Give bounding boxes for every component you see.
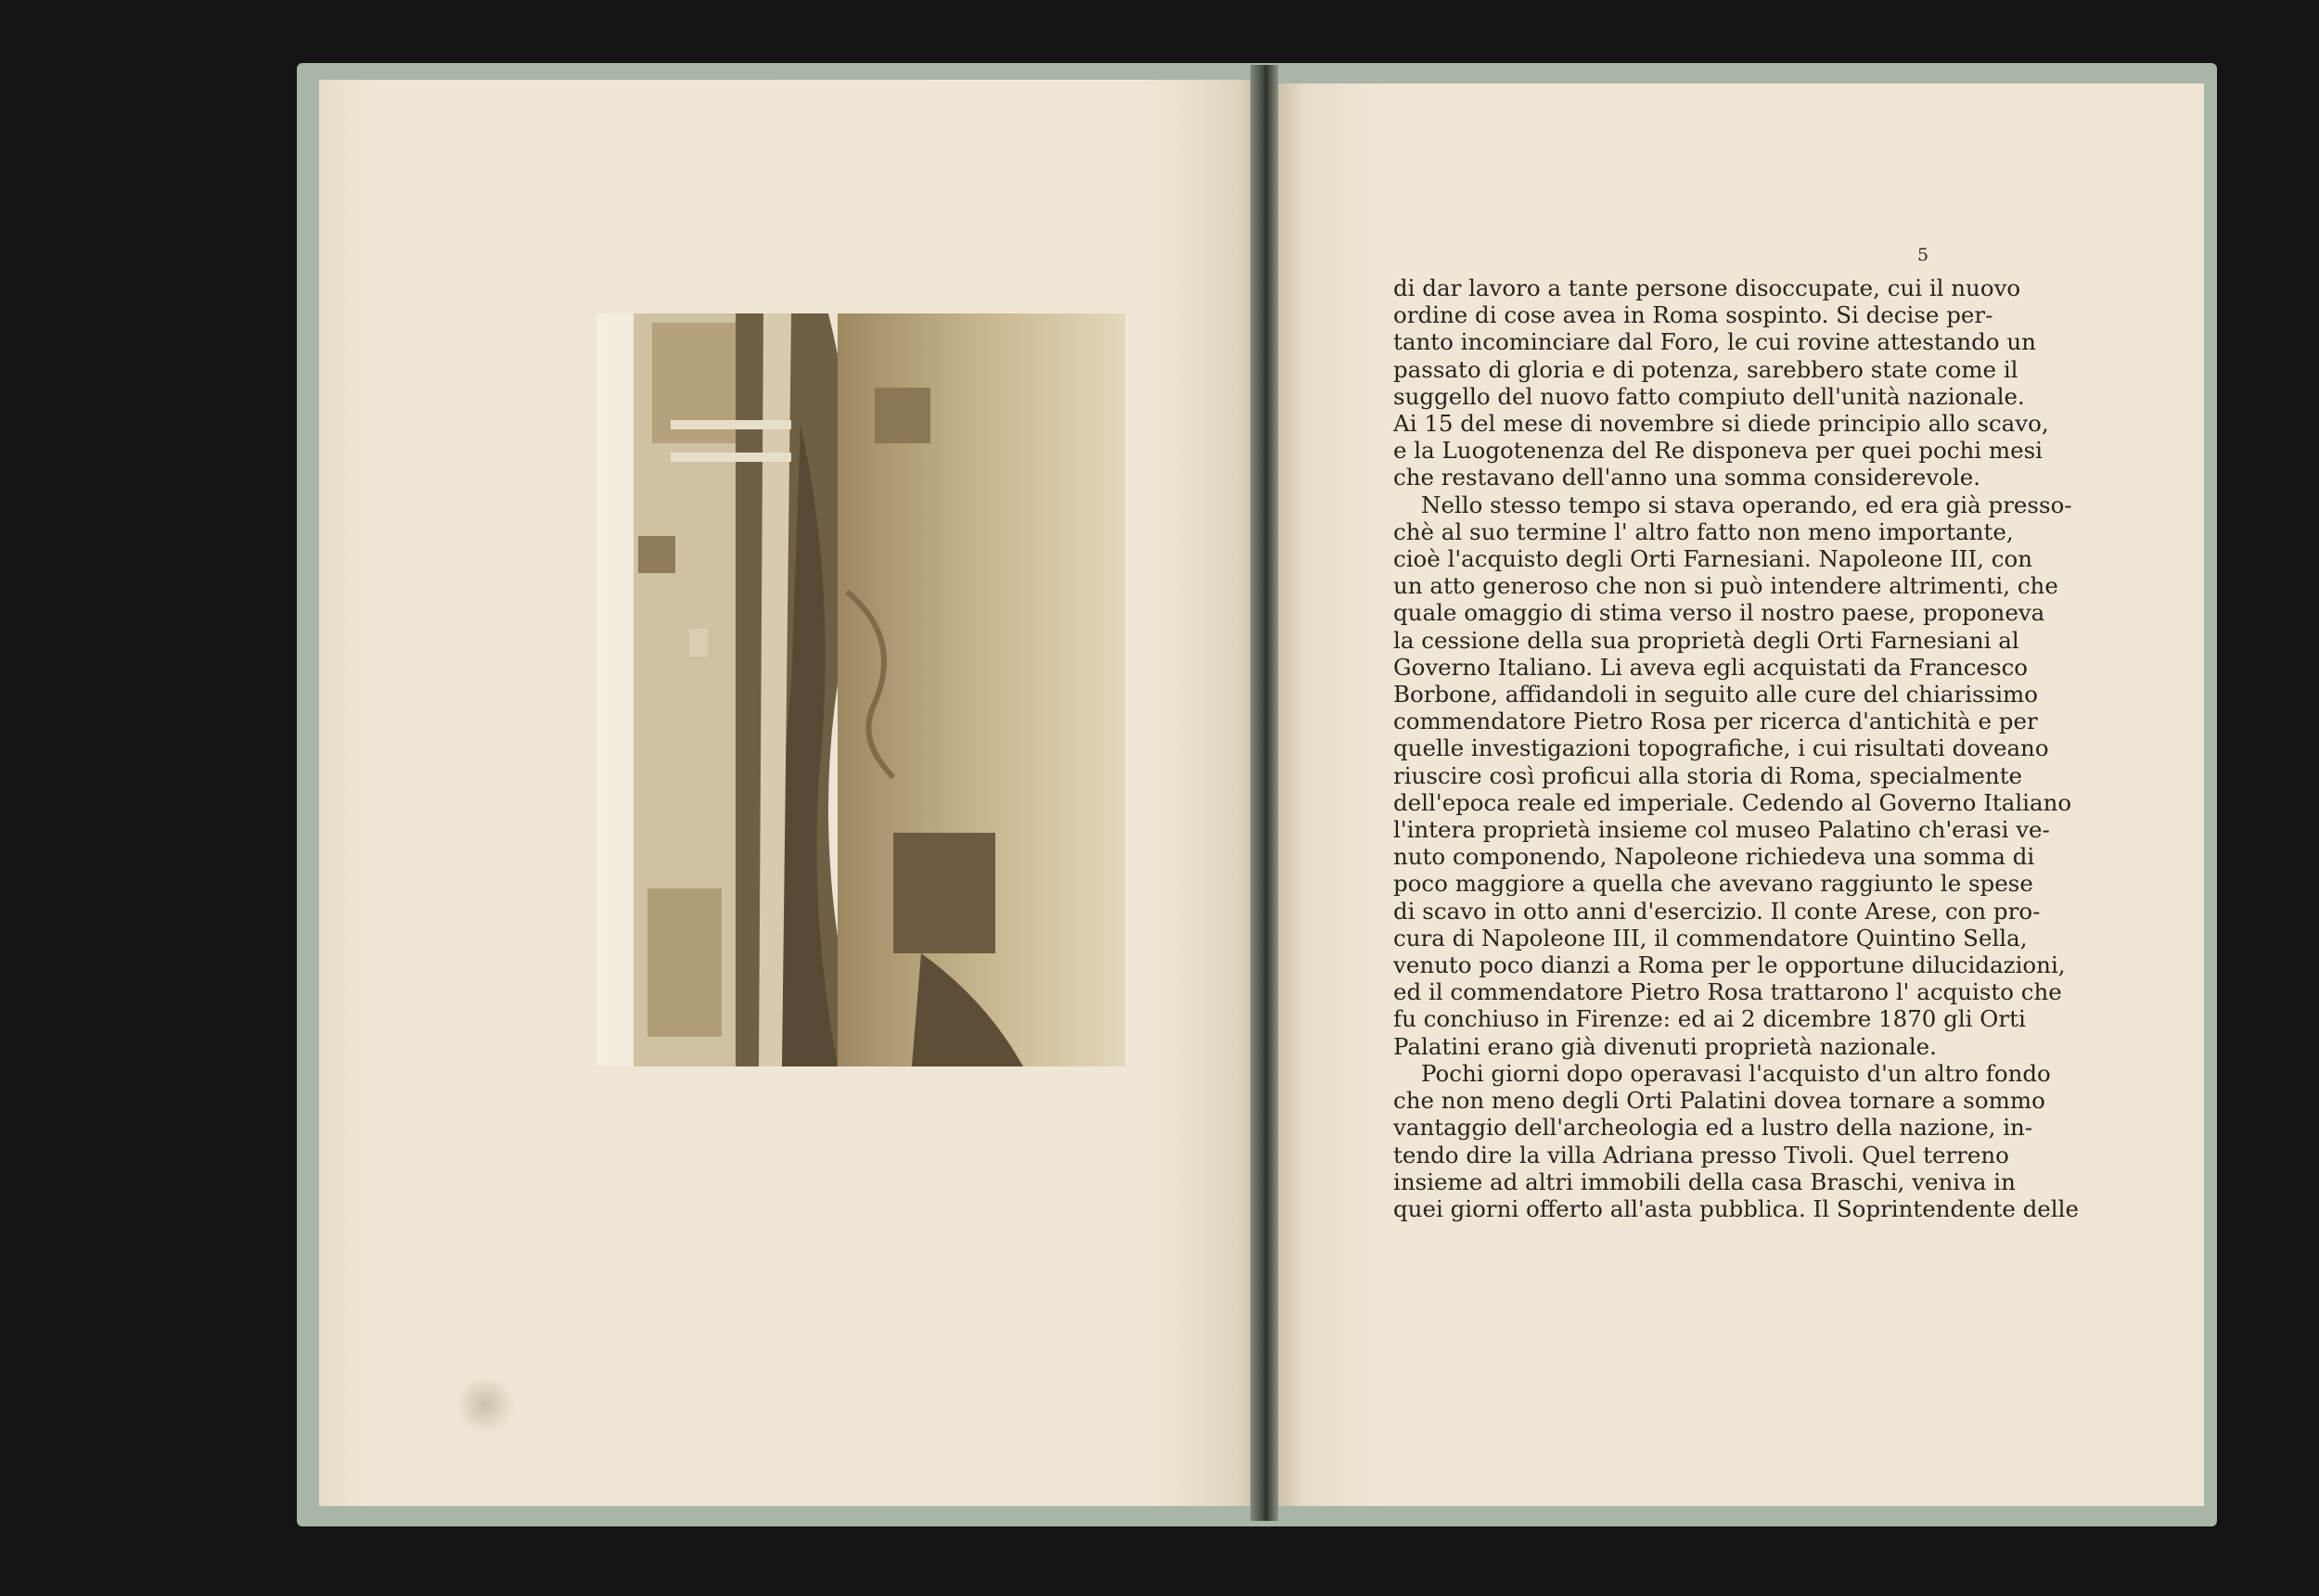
text-line: suggello del nuovo fatto compiuto dell'unità nazionale. bbox=[1393, 382, 2025, 410]
page-number: 5 bbox=[1917, 245, 1929, 265]
text-line: Ai 15 del mese di novembre si diede principio allo scavo, bbox=[1393, 410, 2049, 438]
text-line: ed il commendatore Pietro Rosa trattarono l' acquisto che bbox=[1393, 978, 2062, 1006]
text-line: riuscire così proficui alla storia di Roma, specialmente bbox=[1393, 761, 2023, 789]
photo-illustration bbox=[596, 313, 1125, 1066]
text-line: quelle investigazioni topografiche, i cui risultati doveano bbox=[1393, 734, 2049, 762]
text-line: l'intera proprietà insieme col museo Palatino ch'erasi ve- bbox=[1393, 816, 2050, 844]
text-line: un atto generoso che non si può intendere altrimenti, che bbox=[1393, 572, 2058, 600]
text-line: insieme ad altri immobili della casa Braschi, veniva in bbox=[1393, 1168, 2016, 1195]
body-text bbox=[1393, 275, 2079, 1222]
text-line: quale omaggio di stima verso il nostro paese, proponeva bbox=[1393, 599, 2045, 627]
text-line: Pochi giorni dopo operavasi l'acquisto d'un altro fondo bbox=[1421, 1059, 2051, 1087]
text-line: ordine di cose avea in Roma sospinto. Si decise per- bbox=[1393, 301, 1993, 329]
text-line: fu conchiuso in Firenze: ed ai 2 dicembre 1870 gli Orti bbox=[1393, 1005, 2026, 1033]
paper-stain bbox=[453, 1377, 518, 1433]
book-spine bbox=[1250, 65, 1278, 1521]
text-line: di scavo in otto anni d'esercizio. Il conte Arese, con pro- bbox=[1393, 897, 2041, 925]
text-line: che restavano dell'anno una somma considerevole. bbox=[1393, 464, 1980, 492]
text-line: chè al suo termine l' altro fatto non meno importante, bbox=[1393, 517, 2014, 545]
text-line: commendatore Pietro Rosa per ricerca d'antichità e per bbox=[1393, 708, 2038, 735]
text-line: tanto incominciare dal Foro, le cui rovine attestando un bbox=[1393, 328, 2036, 356]
text-line: cioè l'acquisto degli Orti Farnesiani. Napoleone III, con bbox=[1393, 545, 2032, 573]
text-line: vantaggio dell'archeologia ed a lustro della nazione, in- bbox=[1393, 1114, 2033, 1142]
text-line: Nello stesso tempo si stava operando, ed era già presso- bbox=[1421, 491, 2072, 518]
text-line: Governo Italiano. Li aveva egli acquistati da Francesco bbox=[1393, 653, 2029, 681]
text-line: quei giorni offerto all'asta pubblica. Il Soprintendente delle bbox=[1393, 1194, 2079, 1222]
text-line: passato di gloria e di potenza, sarebbero state come il bbox=[1393, 355, 2018, 383]
photograph-roman-forum bbox=[596, 313, 1125, 1066]
text-line: dell'epoca reale ed imperiale. Cedendo al Governo Italiano bbox=[1393, 788, 2072, 816]
text-line: che non meno degli Orti Palatini dovea tornare a sommo bbox=[1393, 1087, 2045, 1115]
text-line: nuto componendo, Napoleone richiedeva una somma di bbox=[1393, 843, 2035, 871]
text-line: di dar lavoro a tante persone disoccupate, cui il nuovo bbox=[1393, 275, 2021, 301]
text-line: Palatini erano già divenuti proprietà nazionale. bbox=[1393, 1032, 1937, 1060]
text-line: la cessione della sua proprietà degli Orti Farnesiani al bbox=[1393, 626, 2019, 654]
text-line: venuto poco dianzi a Roma per le opportune dilucidazioni, bbox=[1393, 951, 2066, 979]
text-line: cura di Napoleone III, il commendatore Quintino Sella, bbox=[1393, 924, 2028, 951]
text-line: Borbone, affidandoli in seguito alle cure del chiarissimo bbox=[1393, 681, 2039, 709]
text-line: tendo dire la villa Adriana presso Tivoli. Quel terreno bbox=[1393, 1141, 2009, 1168]
text-line: e la Luogotenenza del Re disponeva per quei pochi mesi bbox=[1393, 437, 2043, 465]
text-line: poco maggiore a quella che avevano raggiunto le spese bbox=[1393, 870, 2033, 898]
